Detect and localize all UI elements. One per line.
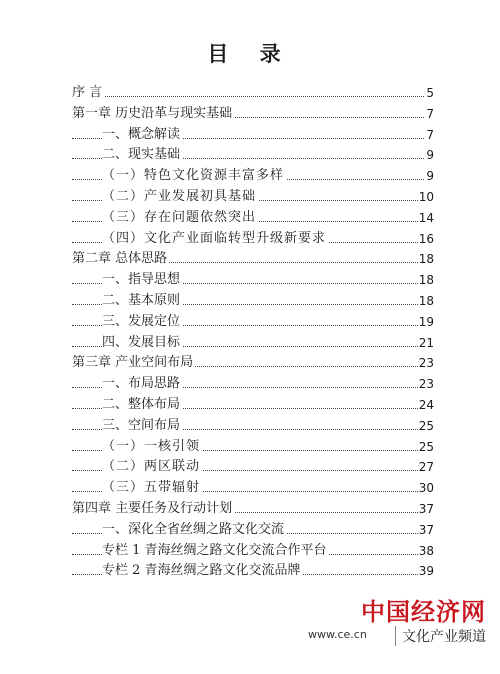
toc-entry-label: 一、布局思路 xyxy=(102,376,181,392)
watermark-brand: 中国经济网 xyxy=(361,598,486,626)
toc-entry-label: 第三章 产业空间布局 xyxy=(72,355,194,371)
watermark-url: www.ce.cn xyxy=(308,628,367,641)
toc-entry[interactable] xyxy=(0,271,500,293)
toc-entry-page: 23 xyxy=(418,377,434,392)
toc-leader-dots xyxy=(72,96,430,97)
toc-entry-page: 7 xyxy=(426,127,434,142)
toc-entry[interactable] xyxy=(0,542,500,564)
toc-entry[interactable] xyxy=(0,417,500,439)
toc-entry-label: 三、空间布局 xyxy=(102,417,181,433)
toc-entry-label: 第四章 主要任务及行动计划 xyxy=(72,501,233,516)
toc-entry-page: 10 xyxy=(418,190,434,204)
toc-entry-label: （二）两区联动 xyxy=(102,459,201,475)
toc-entry-page: 23 xyxy=(418,356,434,371)
toc-entry-page: 37 xyxy=(418,502,434,516)
toc-entry[interactable] xyxy=(0,438,500,460)
toc-entry-label: 第二章 总体思路 xyxy=(72,251,168,267)
toc-entry-label: （三）五带辐射 xyxy=(102,480,201,496)
toc-entry-label: 一、深化全省丝绸之路文化交流 xyxy=(102,521,285,537)
toc-entry-page: 5 xyxy=(426,86,434,100)
toc-entry-label: 一、概念解读 xyxy=(102,126,181,142)
toc-entry-label: 四、发展目标 xyxy=(102,334,181,350)
toc-entry-page: 39 xyxy=(418,564,434,579)
toc-entry-label: （一）一核引领 xyxy=(102,438,201,454)
toc-entry-page: 16 xyxy=(418,231,434,246)
toc-entry-page: 21 xyxy=(418,335,434,350)
toc-entry-label: 二、现实基础 xyxy=(102,147,181,163)
toc-entry-page: 30 xyxy=(418,481,434,496)
toc-entry-page: 9 xyxy=(426,169,434,184)
toc-entry[interactable] xyxy=(0,521,500,543)
toc-entry[interactable] xyxy=(0,209,500,231)
toc-entry-page: 18 xyxy=(418,273,434,288)
toc-entry[interactable] xyxy=(0,354,500,376)
toc-entry-label: 三、发展定位 xyxy=(102,313,181,329)
toc-entry-label: 一、指导思想 xyxy=(102,272,181,288)
toc-entry-label: 序 言 xyxy=(72,85,103,100)
toc-entry[interactable] xyxy=(0,188,500,210)
toc-entry[interactable] xyxy=(0,375,500,397)
toc-entry-page: 27 xyxy=(418,460,434,475)
toc-entry[interactable] xyxy=(0,396,500,418)
toc-entry[interactable] xyxy=(0,105,500,127)
toc-entry-label: （一）特色文化资源丰富多样 xyxy=(102,168,285,184)
toc-entry[interactable] xyxy=(0,230,500,252)
toc-entry-page: 18 xyxy=(418,294,434,308)
toc-entry[interactable] xyxy=(0,334,500,356)
toc-entry-label: （二）产业发展初具基础 xyxy=(102,189,257,204)
toc-entry-page: 25 xyxy=(418,418,434,433)
toc-entry-page: 9 xyxy=(426,148,434,163)
page-title: 目 录 xyxy=(207,41,293,66)
toc-entry-label: 二、整体布局 xyxy=(102,397,181,412)
toc-entry[interactable] xyxy=(0,84,500,106)
toc-entry-label: 专栏 2 青海丝绸之路文化交流品牌 xyxy=(102,563,301,579)
toc-entry[interactable] xyxy=(0,458,500,480)
toc-entry[interactable] xyxy=(0,146,500,168)
toc-entry-page: 7 xyxy=(426,106,434,121)
toc-entry[interactable] xyxy=(0,292,500,314)
toc-entry[interactable] xyxy=(0,479,500,501)
toc-entry-page: 37 xyxy=(418,522,434,537)
toc-entry-page: 38 xyxy=(418,543,434,558)
toc-entry-label: （三）存在问题依然突出 xyxy=(102,209,257,225)
toc-entry[interactable] xyxy=(0,313,500,335)
toc-entry-label: 二、基本原则 xyxy=(102,293,181,308)
toc-entry-label: 专栏 1 青海丝绸之路文化交流合作平台 xyxy=(102,542,327,558)
toc-entry-page: 14 xyxy=(418,210,434,225)
toc-entry-label: （四）文化产业面临转型升级新要求 xyxy=(102,230,327,246)
toc-entry-page: 19 xyxy=(418,314,434,329)
toc-entry-page: 25 xyxy=(418,439,434,454)
toc-entry-page: 24 xyxy=(418,398,434,412)
watermark-channel: 文化产业频道 xyxy=(395,626,486,646)
toc-entry-page: 18 xyxy=(418,252,434,267)
toc-entry[interactable] xyxy=(0,562,500,584)
toc-entry[interactable] xyxy=(0,500,500,522)
toc-entry[interactable] xyxy=(0,250,500,272)
watermark-logo xyxy=(306,592,486,652)
toc-entry-label: 第一章 历史沿革与现实基础 xyxy=(72,105,233,121)
toc-entry[interactable] xyxy=(0,167,500,189)
toc-entry[interactable] xyxy=(0,126,500,148)
